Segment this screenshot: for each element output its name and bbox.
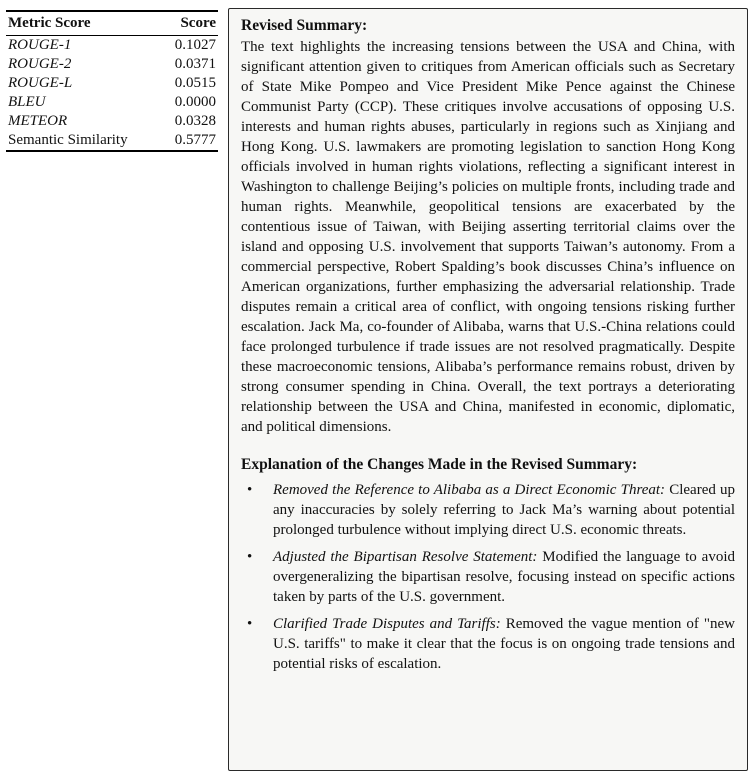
table-row [6,55,218,74]
metric-name: Semantic Similarity [8,132,128,148]
bullet-text: Cleared up any inaccuracies by solely referring to Jack Ma’s warning about potential prolonged turbulence without implying direct U.S. economic threats. [273,482,736,538]
bullet-lead: Adjusted the Bipartisan Resolve Statement: [273,549,538,565]
metric-value: 0.1027 [174,37,216,53]
table-header-metric: Metric Score [8,15,91,31]
table-bottom-rule [6,150,218,152]
bullet-icon: • [247,616,253,632]
metric-name: ROUGE-L [8,75,73,91]
table-row [6,74,218,93]
list-item [241,480,735,540]
metric-value: 0.0371 [174,56,216,72]
list-item [241,614,735,674]
metric-value: 0.0328 [174,113,216,129]
changes-bullet-list [241,480,735,674]
metric-value: 0.5777 [174,132,216,148]
bullet-text: Modified the language to avoid overgeneralizing the bipartisan resolve, focusing instead on specific actions taken by parts of the U.S. government. [273,549,735,605]
metric-value: 0.0000 [174,94,216,110]
table-row [6,36,218,55]
bullet-text: Removed the vague mention of "new U.S. tariffs" to make it clear that the focus is on ongoing trade tensions and potential risks of escalation. [273,616,735,672]
metric-name: BLEU [8,94,46,110]
bullet-icon: • [247,549,253,565]
metric-name: ROUGE-2 [8,56,72,72]
revised-summary-text: The text highlights the increasing tensions between the USA and China, with significant attention given to critiques from American officials such as Secretary of State Mike Pompeo and Vice President Mike Pence against the Chinese Communist Party (CCP). These critiques involve accusations of opposing U.S. interests and human rights abuses, particularly in regions such as Xinjiang and Hong Kong. U.S. lawmakers are promoting legislation to sanction Hong Kong officials involved in human rights violations, reflecting a significant interest in Washington to challenge Beijing’s policies on multiple fronts, including trade and human rights. Meanwhile, geopolitical tensions are exacerbated by the contentious issue of Taiwan, with Beijing asserting territorial claims over the island and opposing U.S. involvement that supports Taiwan’s autonomy. From a commercial perspective, Robert Spalding’s book discusses China’s influence on American organizations, further emphasizing the adversarial relationship. Trade disputes remain a critical area of conflict, with ongoing tensions risking further escalation. Jack Ma, co-founder of Alibaba, warns that U.S.-China relations could face prolonged turbulence if trade issues are not resolved pragmatically. Despite these macroeconomic tensions, Alibaba’s performance remains robust, driven by strong consumer spending in China. Overall, the text portrays a deteriorating relationship between the USA and China, manifested in economic, diplomatic, and political dimensions. [241,39,735,435]
table-row [6,93,218,112]
table-header-row [6,12,218,35]
explanation-title: Explanation of the Changes Made in the Revised Summary: [241,456,638,473]
list-item [241,547,735,607]
bullet-lead: Removed the Reference to Alibaba as a Direct Economic Threat: [273,482,666,498]
metric-name: ROUGE-1 [8,37,72,53]
table-row [6,131,218,150]
revised-summary-box [228,8,748,771]
bullet-icon: • [247,482,253,498]
table-header-score: Score [180,15,216,31]
metrics-table [6,10,218,152]
revised-summary-title: Revised Summary: [241,17,368,34]
table-row [6,112,218,131]
metric-value: 0.0515 [174,75,216,91]
bullet-lead: Clarified Trade Disputes and Tariffs: [273,616,501,632]
metric-name: METEOR [8,113,68,129]
